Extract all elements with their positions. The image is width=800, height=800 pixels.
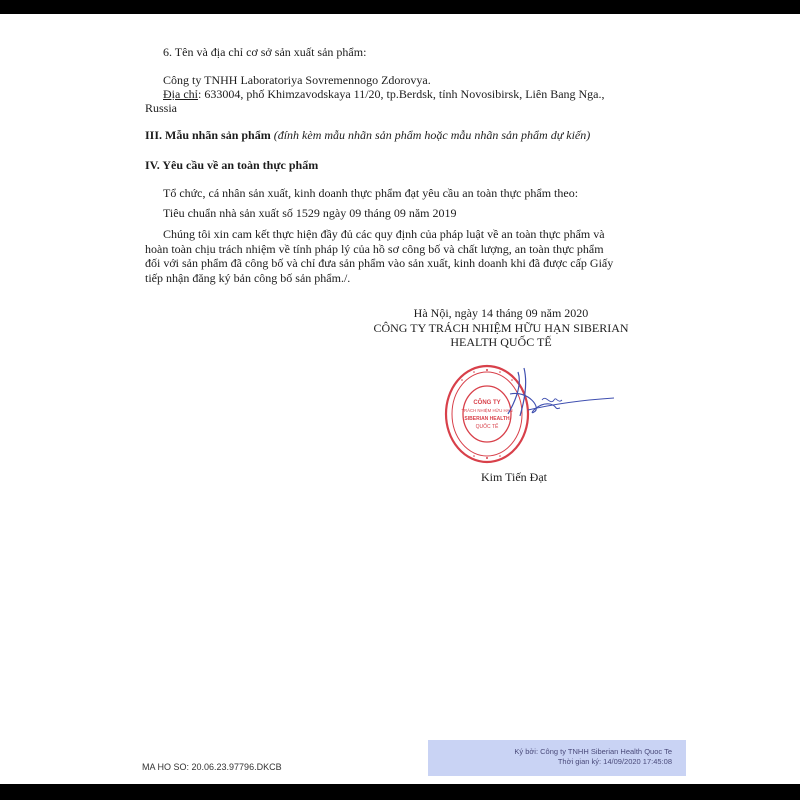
commitment-line: Chúng tôi xin cam kết thực hiện đầy đủ các quy định của pháp luật về an toàn thực phẩm và <box>163 227 605 241</box>
place-date: Hà Nội, ngày 14 tháng 09 năm 2020 <box>413 306 589 320</box>
section4-line1: Tổ chức, cá nhân sản xuất, kinh doanh thực phẩm đạt yêu cầu an toàn thực phẩm theo: <box>163 186 579 200</box>
commitment-paragraph <box>145 227 665 285</box>
address-country: Russia <box>145 101 178 115</box>
address-text: : 633004, phố Khimzavodskaya 11/20, tp.Berdsk, tỉnh Novosibirsk, Liên Bang Nga., <box>198 87 605 101</box>
company-signature-line2: HEALTH QUỐC TẾ <box>450 335 552 349</box>
top-black-border <box>0 0 800 14</box>
commitment-line: đối với sản phẩm đã công bố và chỉ đưa sản phẩm vào sản xuất, kinh doanh khi đã được cấp Giấy <box>145 256 614 270</box>
company-name: Công ty TNHH Laboratoriya Sovremennogo Zdorovya. <box>163 73 431 87</box>
commitment-line: tiếp nhận đăng ký bản công bố sản phẩm./. <box>145 270 351 285</box>
digital-signed-time: Thời gian ký: 14/09/2020 17:45:08 <box>557 757 672 766</box>
commitment-line: hoàn toàn chịu trách nhiệm về tính pháp lý của hồ sơ công bố và chất lượng, an toàn thực phẩm <box>145 241 604 256</box>
digital-signed-by: Ký bởi: Công ty TNHH Siberian Health Quoc Te <box>514 747 672 756</box>
section3-heading <box>145 128 590 142</box>
bottom-black-border <box>0 784 800 800</box>
section4-line2: Tiêu chuẩn nhà sản xuất số 1529 ngày 09 tháng 09 năm 2019 <box>163 206 457 220</box>
handwritten-signature <box>498 364 618 424</box>
company-signature-line1: CÔNG TY TRÁCH NHIỆM HỮU HẠN SIBERIAN <box>373 321 629 335</box>
address-label: Địa chỉ <box>163 87 198 101</box>
section3-title: III. Mẫu nhãn sản phẩm <box>145 128 271 142</box>
seal-text-3: SIBERIAN HEALTH <box>464 416 510 422</box>
seal-text-2: TRÁCH NHIỆM HỮU HẠN <box>461 408 513 413</box>
section4-title: IV. Yêu cầu về an toàn thực phẩm <box>145 158 319 172</box>
record-code: MA HO SO: 20.06.23.97796.DKCB <box>142 762 282 772</box>
item6-heading: 6. Tên và địa chỉ cơ sở sản xuất sản phẩm: <box>163 45 367 59</box>
address-line <box>163 87 605 101</box>
signer-name: Kim Tiến Đạt <box>480 470 547 484</box>
seal-text-1: CÔNG TY <box>473 400 501 406</box>
section3-note: (đính kèm mẫu nhãn sản phẩm hoặc mẫu nhãn sản phẩm dự kiến) <box>273 128 591 142</box>
digital-signature-box <box>428 740 686 776</box>
seal-text-4: QUỐC TẾ <box>475 424 499 430</box>
